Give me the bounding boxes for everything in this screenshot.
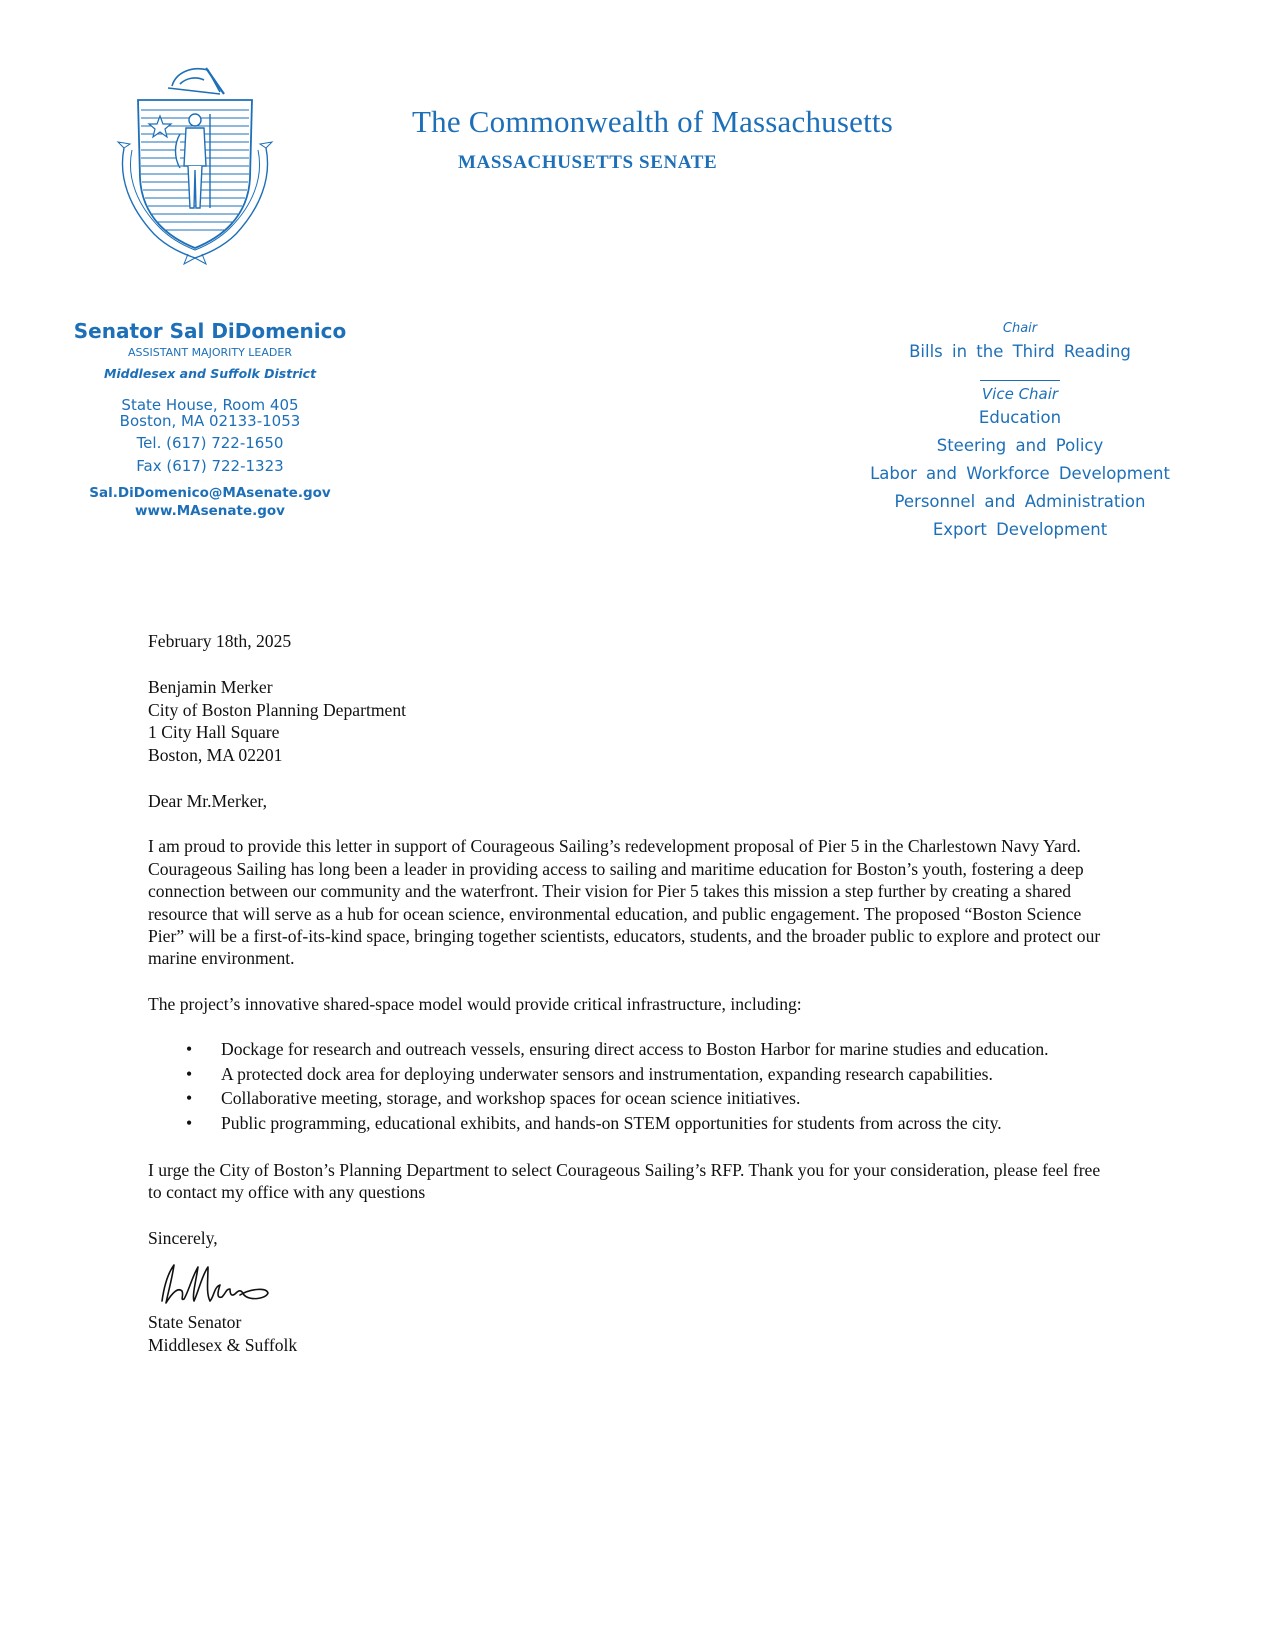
committee-divider — [980, 380, 1060, 381]
sender-email-link[interactable]: Sal.DiDomenico@MAsenate.gov — [89, 485, 331, 501]
committee-block — [870, 320, 1170, 544]
sender-web — [60, 484, 360, 520]
bullet-icon: • — [186, 1039, 193, 1060]
body-paragraph: I am proud to provide this letter in support of Courageous Sailing’s redevelopment proposal of Pier 5 in the Charlestown Navy Yard. Courageous Sailing has long been a leader in providing access to sailing and maritime education for Boston’s youth, fostering a deep connection between our community and the waterfront. Their vision for Pier 5 takes this mission a step further by creating a shared resource that will serve as a hub for ocean science, environmental education, and public engagement. The proposed “Boston Science Pier” will be a first-of-its-kind space, bringing together scientists, educators, students, and the broader public to explore and protect our marine environment. — [148, 836, 1101, 969]
sender-address — [60, 397, 360, 429]
sender-phones — [60, 432, 360, 478]
closing: Sincerely, — [148, 1227, 218, 1248]
body-paragraph: I urge the City of Boston’s Planning Department to select Courageous Sailing’s RFP. Thank you for your consideration, please feel free to contact my office with any questions — [148, 1159, 1101, 1203]
body-paragraph: The project’s innovative shared-space model would provide critical infrastructure, including: — [148, 993, 802, 1014]
list-item — [148, 1087, 1108, 1109]
sender-website-link[interactable]: www.MAsenate.gov — [135, 503, 285, 519]
list-item — [148, 1112, 1108, 1134]
list-item — [148, 1063, 1108, 1085]
sender-district: Middlesex and Suffolk District — [103, 366, 317, 381]
address-line-2: Boston, MA 02133-1053 — [119, 412, 301, 430]
letter-body — [148, 630, 1108, 1356]
vice-chair-committee: Education — [978, 408, 1062, 427]
letterhead-subtitle: MASSACHUSETTS SENATE — [458, 152, 718, 173]
chair-label: Chair — [1002, 321, 1038, 336]
list-item-text: Collaborative meeting, storage, and workshop spaces for ocean science initiatives. — [221, 1088, 801, 1109]
recipient-line: Benjamin Merker — [148, 677, 273, 698]
sender-block — [60, 318, 360, 520]
vice-chair-label: Vice Chair — [981, 385, 1059, 403]
bullet-icon: • — [186, 1088, 193, 1109]
recipient-line: Boston, MA 02201 — [148, 744, 283, 765]
bullet-icon: • — [186, 1112, 193, 1133]
recipient-line: City of Boston Planning Department — [148, 699, 407, 720]
letterhead-title: The Commonwealth of Massachusetts — [412, 104, 893, 139]
sender-tel: Tel. (617) 722-1650 — [136, 434, 284, 452]
list-item-text: Public programming, educational exhibits, and hands-on STEM opportunities for students from across the city. — [221, 1112, 1002, 1133]
bullet-icon: • — [186, 1063, 193, 1084]
recipient-line: 1 City Hall Square — [148, 722, 280, 743]
vice-chair-committee: Steering and Policy — [936, 436, 1104, 455]
list-item — [148, 1038, 1108, 1060]
sender-fax: Fax (617) 722-1323 — [136, 457, 284, 475]
vice-chair-committee: Personnel and Administration — [894, 492, 1146, 511]
signer-district: Middlesex & Suffolk — [148, 1334, 298, 1355]
signer-title: State Senator — [148, 1312, 242, 1333]
chair-committee: Bills in the Third Reading — [909, 342, 1131, 361]
list-item-text: A protected dock area for deploying underwater sensors and instrumentation, expanding research capabilities. — [221, 1063, 993, 1084]
list-item-text: Dockage for research and outreach vessels, ensuring direct access to Boston Harbor for marine studies and education. — [221, 1039, 1049, 1060]
vice-chair-committee: Labor and Workforce Development — [870, 464, 1170, 483]
sender-name: Senator Sal DiDomenico — [73, 319, 347, 343]
sender-role: ASSISTANT MAJORITY LEADER — [128, 346, 292, 359]
address-line-1: State House, Room 405 — [121, 396, 299, 414]
massachusetts-seal-icon — [110, 58, 280, 268]
infrastructure-list — [148, 1038, 1108, 1134]
salutation: Dear Mr.Merker, — [148, 791, 267, 812]
recipient-address — [148, 676, 1108, 766]
vice-chair-committee: Export Development — [932, 520, 1108, 539]
letter-date: February 18th, 2025 — [148, 631, 292, 651]
signature-icon — [154, 1257, 274, 1309]
